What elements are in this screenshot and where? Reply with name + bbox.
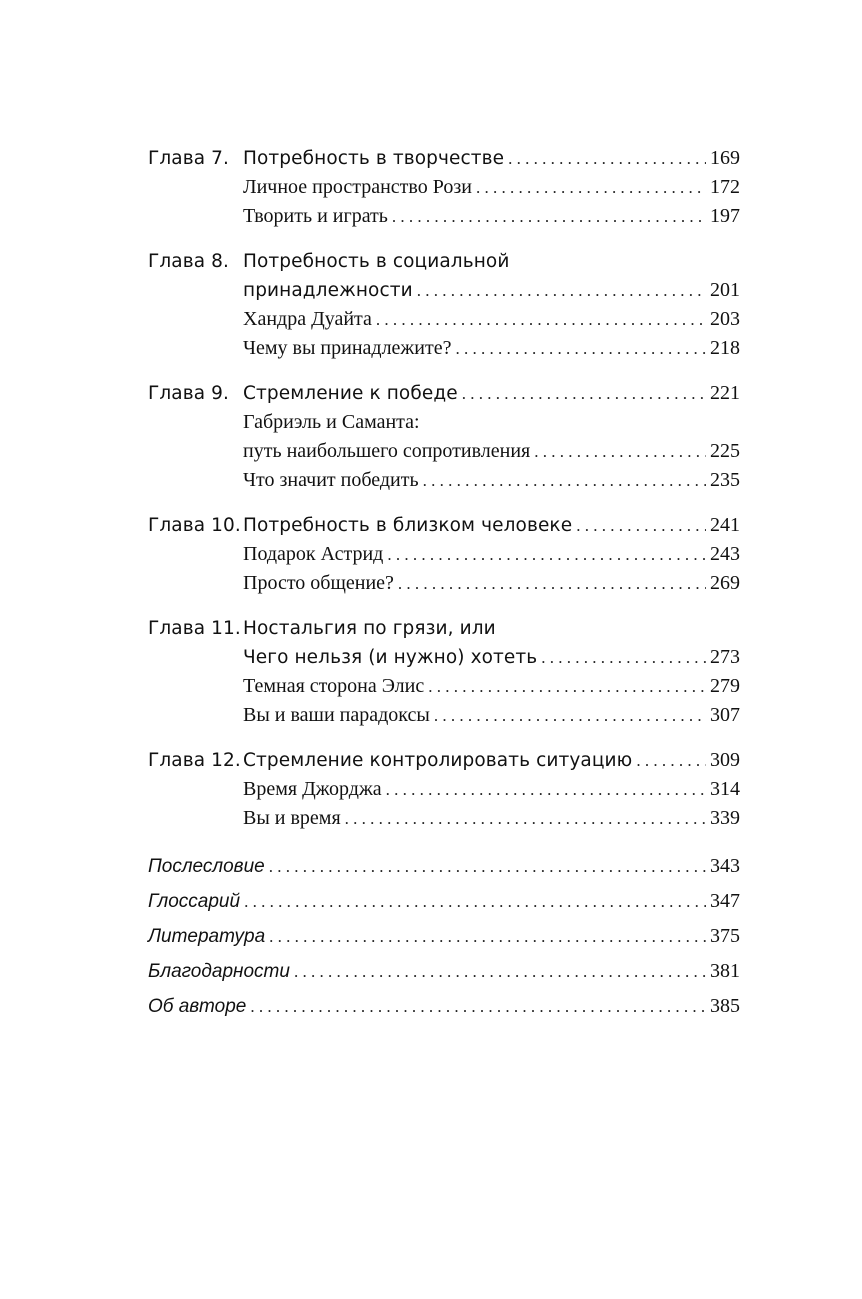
page-number: 375 [710, 925, 740, 947]
dot-leader [244, 884, 706, 919]
page-number: 201 [710, 279, 740, 301]
toc-entry-section[interactable] [148, 466, 740, 495]
dot-leader [455, 334, 706, 363]
chapter-12 [148, 746, 740, 833]
page-number: 221 [710, 382, 740, 404]
dot-leader [423, 466, 706, 495]
chapter-11 [148, 614, 740, 730]
dot-leader [386, 775, 706, 804]
dot-leader [387, 540, 706, 569]
page-number: 225 [710, 440, 740, 462]
toc-entry-chapter[interactable] [148, 511, 740, 540]
section-title: Темная сторона Элис [243, 675, 425, 697]
toc-entry-chapter-cont[interactable] [148, 643, 740, 672]
toc-entry-chapter[interactable] [148, 379, 740, 408]
page-number: 235 [710, 469, 740, 491]
toc-entry-chapter[interactable] [148, 614, 740, 643]
page-number: 203 [710, 308, 740, 330]
toc-entry-end-matter[interactable] [148, 884, 740, 919]
page-number: 169 [710, 147, 740, 169]
dot-leader [294, 954, 706, 989]
section-title: Личное пространство Рози [243, 176, 472, 198]
dot-leader [398, 569, 706, 598]
dot-leader [476, 173, 706, 202]
section-title: Вы и ваши парадоксы [243, 704, 430, 726]
toc-entry-chapter[interactable] [148, 746, 740, 775]
toc-entry-section[interactable] [148, 540, 740, 569]
chapter-8 [148, 247, 740, 363]
dot-leader [269, 919, 706, 954]
chapter-title: Потребность в творчестве [243, 148, 505, 169]
page-number: 218 [710, 337, 740, 359]
page-number: 381 [710, 960, 740, 982]
toc-entry-end-matter[interactable] [148, 919, 740, 954]
page-number: 339 [710, 807, 740, 829]
section-title: Чему вы принадлежите? [243, 337, 452, 359]
chapter-title: принадлежности [243, 280, 413, 301]
page-number: 385 [710, 995, 740, 1017]
chapter-9 [148, 379, 740, 495]
chapter-title: Чего нельзя (и нужно) хотеть [243, 647, 538, 668]
end-matter-title: Об авторе [148, 996, 247, 1017]
section-title: Что значит победить [243, 469, 419, 491]
toc-entry-chapter[interactable] [148, 144, 740, 173]
chapter-label: Глава 11. [148, 618, 241, 639]
dot-leader [269, 849, 706, 884]
chapter-label: Глава 12. [148, 750, 241, 771]
toc-entry-section[interactable] [148, 173, 740, 202]
dot-leader [636, 746, 706, 775]
section-title: путь наибольшего сопротивления [243, 440, 531, 462]
section-title: Творить и играть [243, 205, 388, 227]
dot-leader [376, 305, 706, 334]
toc-entry-chapter-cont[interactable] [148, 276, 740, 305]
toc-entry-end-matter[interactable] [148, 989, 740, 1024]
chapter-label: Глава 8. [148, 251, 230, 272]
toc-entry-chapter[interactable] [148, 247, 740, 276]
section-title: Просто общение? [243, 572, 394, 594]
chapter-title: Потребность в социальной [243, 251, 510, 272]
page-number: 314 [710, 778, 740, 800]
page-number: 347 [710, 890, 740, 912]
page-number: 279 [710, 675, 740, 697]
chapter-title: Стремление к победе [243, 383, 458, 404]
page-number: 309 [710, 749, 740, 771]
toc-entry-section[interactable] [148, 701, 740, 730]
end-matter-title: Литература [148, 926, 266, 947]
chapter-label: Глава 10. [148, 515, 241, 536]
toc-entry-section-cont[interactable] [148, 437, 740, 466]
page-number: 172 [710, 176, 740, 198]
section-title: Вы и время [243, 807, 341, 829]
dot-leader [534, 437, 706, 466]
dot-leader [417, 276, 706, 305]
dot-leader [541, 643, 706, 672]
toc-entry-end-matter[interactable] [148, 954, 740, 989]
toc-entry-section[interactable] [148, 804, 740, 833]
chapter-7 [148, 144, 740, 231]
section-title: Время Джорджа [243, 778, 382, 800]
toc-entry-section[interactable] [148, 408, 740, 437]
page-number: 269 [710, 572, 740, 594]
dot-leader [428, 672, 706, 701]
end-matter-title: Благодарности [148, 961, 290, 982]
toc-entry-section[interactable] [148, 305, 740, 334]
toc-entry-end-matter[interactable] [148, 849, 740, 884]
chapter-title: Ностальгия по грязи, или [243, 618, 496, 639]
toc-entry-section[interactable] [148, 202, 740, 231]
dot-leader [434, 701, 706, 730]
chapter-title: Потребность в близком человеке [243, 515, 573, 536]
table-of-contents [148, 144, 740, 1024]
dot-leader [250, 989, 706, 1024]
section-title: Хандра Дуайта [243, 308, 372, 330]
page-number: 197 [710, 205, 740, 227]
dot-leader [462, 379, 706, 408]
page-number: 273 [710, 646, 740, 668]
end-matter-title: Послесловие [148, 856, 265, 877]
toc-entry-section[interactable] [148, 334, 740, 363]
toc-entry-section[interactable] [148, 672, 740, 701]
toc-entry-section[interactable] [148, 775, 740, 804]
end-matter [148, 849, 740, 1024]
page-number: 243 [710, 543, 740, 565]
section-title: Подарок Астрид [243, 543, 384, 565]
chapter-title: Стремление контролировать ситуацию [243, 750, 633, 771]
page-number: 241 [710, 514, 740, 536]
section-title: Габриэль и Саманта: [243, 411, 420, 433]
dot-leader [392, 202, 706, 231]
dot-leader [508, 144, 706, 173]
page-number: 343 [710, 855, 740, 877]
page-number: 307 [710, 704, 740, 726]
end-matter-title: Глоссарий [148, 891, 241, 912]
chapter-label: Глава 9. [148, 383, 230, 404]
dot-leader [576, 511, 706, 540]
chapter-label: Глава 7. [148, 148, 230, 169]
chapter-10 [148, 511, 740, 598]
dot-leader [345, 804, 706, 833]
toc-entry-section[interactable] [148, 569, 740, 598]
